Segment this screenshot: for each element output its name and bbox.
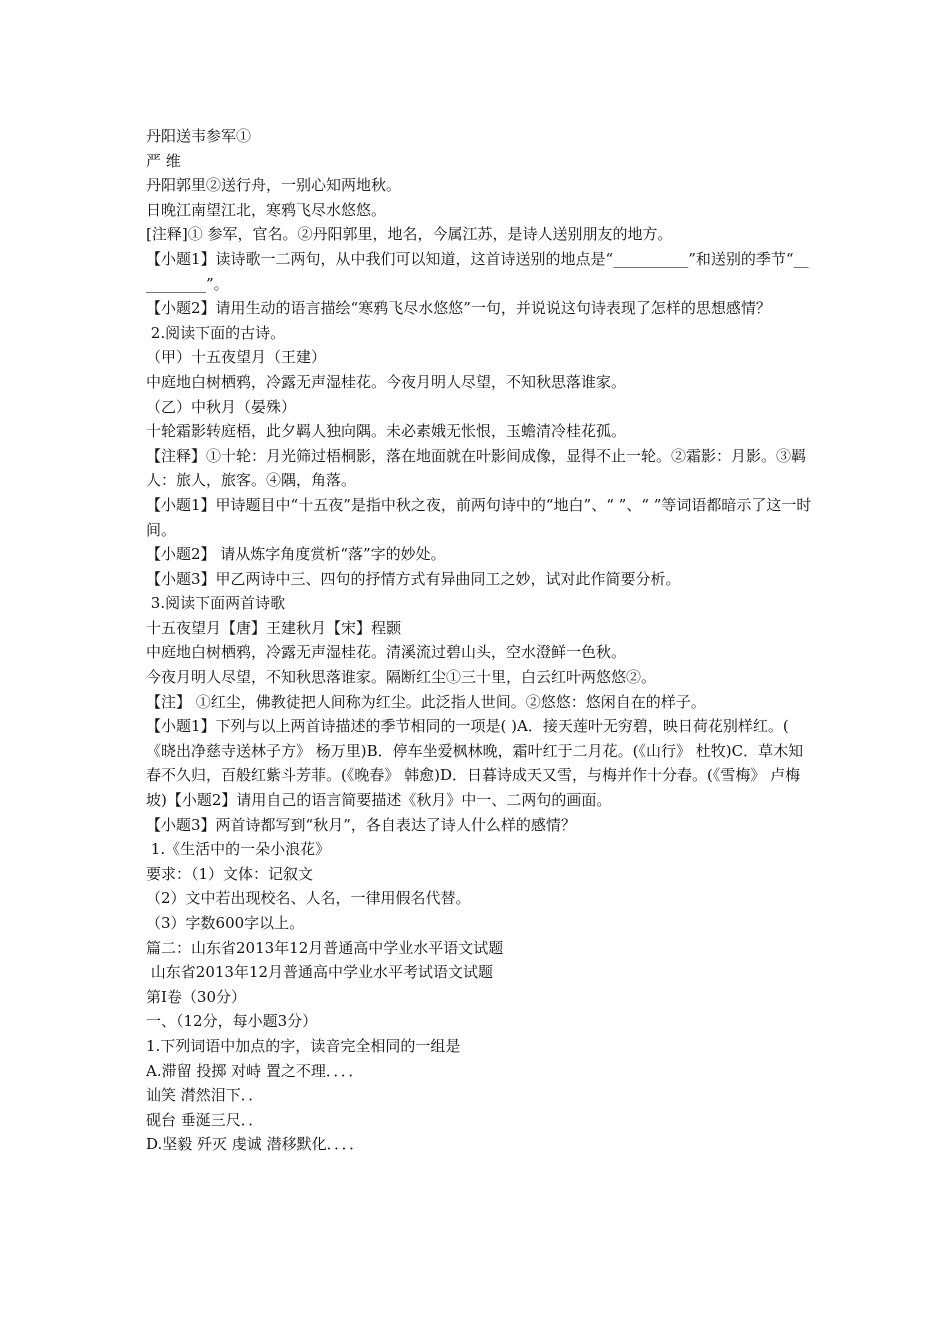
essay-requirement: （3）字数600字以上。 bbox=[146, 914, 305, 932]
question-item: 【小题1】读诗歌一二两句，从中我们可以知道，这首诗送别的地点是“__________”和送别的季节“__________”。 bbox=[146, 249, 809, 293]
poem-line: 十轮霜影转庭梧，此夕羁人独向隅。未必素娥无怅恨，玉蟾清冷桂花孤。 bbox=[146, 422, 627, 441]
poem-line: 日晚江南望江北，寒鸦飞尽水悠悠。 bbox=[146, 200, 387, 219]
answer-option: 砚台 垂涎三尺．． bbox=[146, 1110, 264, 1129]
question-item: 【小题3】甲乙两诗中三、四句的抒情方式有异曲同工之妙，试对此作简要分析。 bbox=[146, 569, 681, 588]
essay-requirement: 要求：（1）文体：记叙文 bbox=[146, 864, 314, 883]
exam-part-heading: 第Ⅰ卷（30分） bbox=[146, 987, 247, 1006]
exam-section-heading: 一、（12分，每小题3分） bbox=[146, 1012, 318, 1031]
question-item: 【小题1】甲诗题目中“十五夜”是指中秋之夜，前两句诗中的“地白”、“ ”、“ ”等词语都暗示了这一时间。 bbox=[146, 495, 812, 539]
answer-option: 讪笑 潸然泪下．． bbox=[146, 1086, 264, 1105]
question-item: 【小题1】下列与以上两首诗描述的季节相同的一项是( )A．接天莲叶无穷碧，映日荷花别样红。( 《晓出净慈寺送林子方》 杨万里)B．停车坐爱枫林晚，霜叶红于二月花。(《山行》 杜牧)C．草木知春不久归，百般红紫斗芳菲。(《晚春》 韩愈)D．日暮诗成天又雪，与梅并作十分春。(《雪梅》 卢梅坡)【小题2】请用自己的语言简要描述《秋月》中一、二两句的画面。 bbox=[146, 717, 804, 810]
annotation: 【注】 ①红尘，佛教徒把人间称为红尘。此泛指人世间。②悠悠：悠闲自在的样子。 bbox=[146, 692, 706, 711]
poem-line: 今夜月明人尽望，不知秋思落谁家。隔断红尘①三十里，白云红叶两悠悠②。 bbox=[146, 668, 657, 687]
poem-author: 严 维 bbox=[146, 151, 181, 170]
question-item: 【小题3】两首诗都写到“秋月”，各自表达了诗人什么样的感情？ bbox=[146, 815, 576, 834]
poem-title: 丹阳送韦参军① bbox=[146, 127, 252, 145]
annotation: 【注释】①十轮：月光筛过梧桐影，落在地面就在叶影间成像，显得不止一轮。②霜影：月影。③羁人：旅人，旅客。④隅，角落。 bbox=[146, 446, 807, 490]
answer-option: D.坚毅 歼灭 虔诚 潜移默化．．．． bbox=[146, 1135, 365, 1154]
question-item: 【小题2】 请从炼字角度赏析“落”字的妙处。 bbox=[146, 545, 446, 564]
document-page bbox=[146, 124, 812, 1157]
poem-line: 丹阳郭里②送行舟，一别心知两地秋。 bbox=[146, 176, 402, 195]
annotation: [注释]① 参军，官名。②丹阳郭里，地名，今属江苏，是诗人送别朋友的地方。 bbox=[146, 225, 673, 244]
exam-title: 山东省2013年12月普通高中学业水平考试语文试题 bbox=[146, 963, 494, 982]
question-item: 【小题2】请用生动的语言描绘“寒鸦飞尽水悠悠”一句，并说说这句诗表现了怎样的思想感情？ bbox=[146, 299, 771, 318]
essay-title: 1.《生活中的一朵小浪花》 bbox=[146, 840, 331, 859]
section-heading: 3.阅读下面两首诗歌 bbox=[146, 594, 286, 613]
poem-title: （乙）中秋月（晏殊） bbox=[146, 397, 297, 416]
poem-title: （甲）十五夜望月（王建） bbox=[146, 348, 327, 367]
poem-line: 中庭地白树栖鸦，冷露无声湿桂花。今夜月明人尽望，不知秋思落谁家。 bbox=[146, 372, 627, 391]
section-heading: 2.阅读下面的古诗。 bbox=[146, 323, 286, 342]
section-heading: 篇二：山东省2013年12月普通高中学业水平语文试题 bbox=[146, 938, 504, 957]
answer-option: A.滞留 投掷 对峙 置之不理．．．． bbox=[146, 1061, 364, 1080]
poem-title: 十五夜望月【唐】王建秋月【宋】程颢 bbox=[146, 618, 402, 637]
essay-requirement: （2）文中若出现校名、人名，一律用假名代替。 bbox=[146, 889, 471, 908]
question-item: 1.下列词语中加点的字，读音完全相同的一组是 bbox=[146, 1036, 461, 1055]
poem-line: 中庭地白树栖鸦，冷露无声湿桂花。清溪流过碧山头，空水澄鲜一色秋。 bbox=[146, 643, 627, 662]
